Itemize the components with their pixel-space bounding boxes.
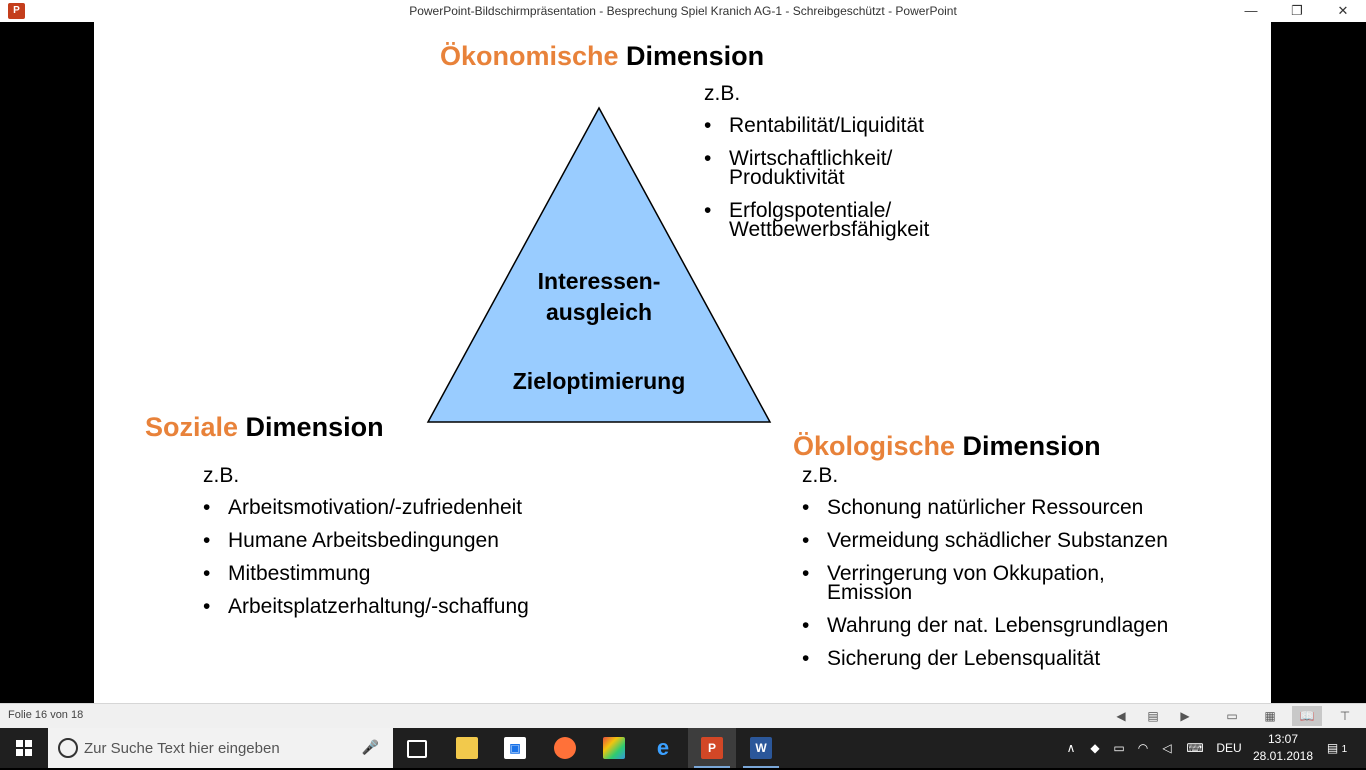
bullet-list-oekologisch (802, 498, 1168, 682)
zb-label: z.B. (802, 464, 839, 487)
slide-counter: Folie 16 von 18 (8, 709, 84, 721)
restore-button[interactable]: ❐ (1291, 3, 1303, 18)
window-title: PowerPoint-Bildschirmpräsentation - Besprechung Spiel Kranich AG-1 - Schreibgeschützt - PowerPoint (409, 4, 957, 18)
normal-view-icon[interactable]: ▭ (1226, 709, 1238, 723)
bullet-item: • Verringerung von Okkupation, Emission (802, 564, 1168, 602)
file-explorer-icon (456, 737, 478, 759)
bullet-item: • Wahrung der nat. Lebensgrundlagen (802, 616, 1168, 635)
show-hidden-icons-icon[interactable]: ∧ (1066, 741, 1076, 755)
bullet-item: • Schonung natürlicher Ressourcen (802, 498, 1168, 517)
notification-icon: ▤ (1326, 741, 1339, 755)
heading-rest: Dimension (238, 412, 384, 442)
triangle-line-1: Interessen- (537, 268, 661, 294)
heading-oekonomische-dimension (440, 41, 764, 72)
heading-soziale-dimension (145, 412, 384, 443)
taskbar-explorer[interactable] (443, 728, 491, 768)
status-bar (0, 703, 1366, 729)
slide-sorter-icon[interactable]: ▦ (1264, 709, 1276, 723)
minimize-button[interactable]: — (1244, 3, 1258, 18)
keyboard-icon[interactable]: ⌨ (1186, 741, 1204, 755)
heading-rest: Dimension (955, 431, 1101, 461)
volume-icon[interactable]: ◁ (1162, 741, 1172, 755)
taskbar (0, 728, 1366, 768)
notification-count: 1 (1341, 744, 1348, 755)
task-view-button[interactable] (393, 728, 441, 768)
paint-app-icon (603, 737, 625, 759)
edge-icon: e (656, 735, 670, 760)
bullet-item: • Humane Arbeitsbedingungen (203, 531, 529, 550)
heading-accent: Ökologische (793, 431, 956, 461)
store-icon: ▣ (504, 737, 526, 759)
microphone-icon[interactable]: 🎤 (361, 739, 379, 755)
action-center-button[interactable] (1322, 728, 1352, 768)
triangle-text-interessenausgleich (499, 266, 699, 328)
heading-accent: Soziale (145, 412, 239, 442)
triangle-line-2: ausgleich (545, 299, 653, 325)
bullet-item: • Wirtschaftlichkeit/ Produktivität (704, 149, 929, 187)
language-indicator[interactable]: DEU (1216, 741, 1242, 755)
reading-view-icon[interactable]: 📖 (1292, 706, 1322, 726)
heading-accent: Ökonomische (440, 41, 619, 71)
cortana-icon (58, 738, 78, 758)
slide[interactable] (94, 22, 1271, 703)
bullet-item: • Arbeitsmotivation/-zufriedenheit (203, 498, 529, 517)
firefox-icon (554, 737, 576, 759)
search-placeholder: Zur Suche Text hier eingeben (84, 740, 280, 757)
slideshow-view-icon[interactable]: ⊤ (1339, 709, 1351, 723)
windows-icon (16, 740, 32, 756)
bullet-list-sozial (203, 498, 529, 630)
slideshow-stage[interactable] (0, 22, 1366, 703)
taskbar-powerpoint[interactable] (688, 728, 736, 768)
close-button[interactable]: ✕ (1337, 3, 1349, 18)
taskbar-edge[interactable] (639, 728, 687, 768)
heading-rest: Dimension (618, 41, 765, 71)
wifi-icon[interactable]: ◠ (1137, 741, 1149, 755)
triangle-text-zieloptimierung: Zieloptimierung (512, 368, 686, 394)
taskbar-paint-app[interactable] (590, 728, 638, 768)
title-bar (0, 0, 1366, 22)
next-slide-icon[interactable]: ▶ (1180, 709, 1190, 723)
word-icon: W (750, 737, 772, 759)
clock-time: 13:07 (1267, 732, 1299, 746)
task-view-icon (407, 740, 427, 758)
bullet-item: • Mitbestimmung (203, 564, 529, 583)
bullet-item: • Sicherung der Lebensqualität (802, 649, 1168, 668)
taskbar-store[interactable] (491, 728, 539, 768)
taskbar-firefox[interactable] (541, 728, 589, 768)
powerpoint-icon: P (701, 737, 723, 759)
slide-menu-icon[interactable]: ▤ (1147, 709, 1159, 723)
bullet-item: • Erfolgspotentiale/ Wettbewerbsfähigkeit (704, 201, 929, 239)
bullet-item: • Rentabilität/Liquidität (704, 116, 929, 135)
dropbox-icon[interactable]: ◆ (1090, 741, 1100, 755)
previous-slide-icon[interactable]: ◀ (1116, 709, 1126, 723)
zb-label: z.B. (203, 464, 240, 487)
powerpoint-app-icon[interactable]: P (8, 3, 25, 19)
clock[interactable] (1248, 731, 1318, 765)
search-box[interactable] (48, 728, 393, 768)
start-button[interactable] (0, 728, 48, 768)
taskbar-word[interactable] (737, 728, 785, 768)
battery-icon[interactable]: ▭ (1113, 741, 1125, 755)
zb-label: z.B. (704, 82, 741, 105)
clock-date: 28.01.2018 (1252, 749, 1314, 763)
bullet-item: • Arbeitsplatzerhaltung/-schaffung (203, 597, 529, 616)
heading-oekologische-dimension (793, 431, 1101, 462)
bullet-item: • Vermeidung schädlicher Substanzen (802, 531, 1168, 550)
